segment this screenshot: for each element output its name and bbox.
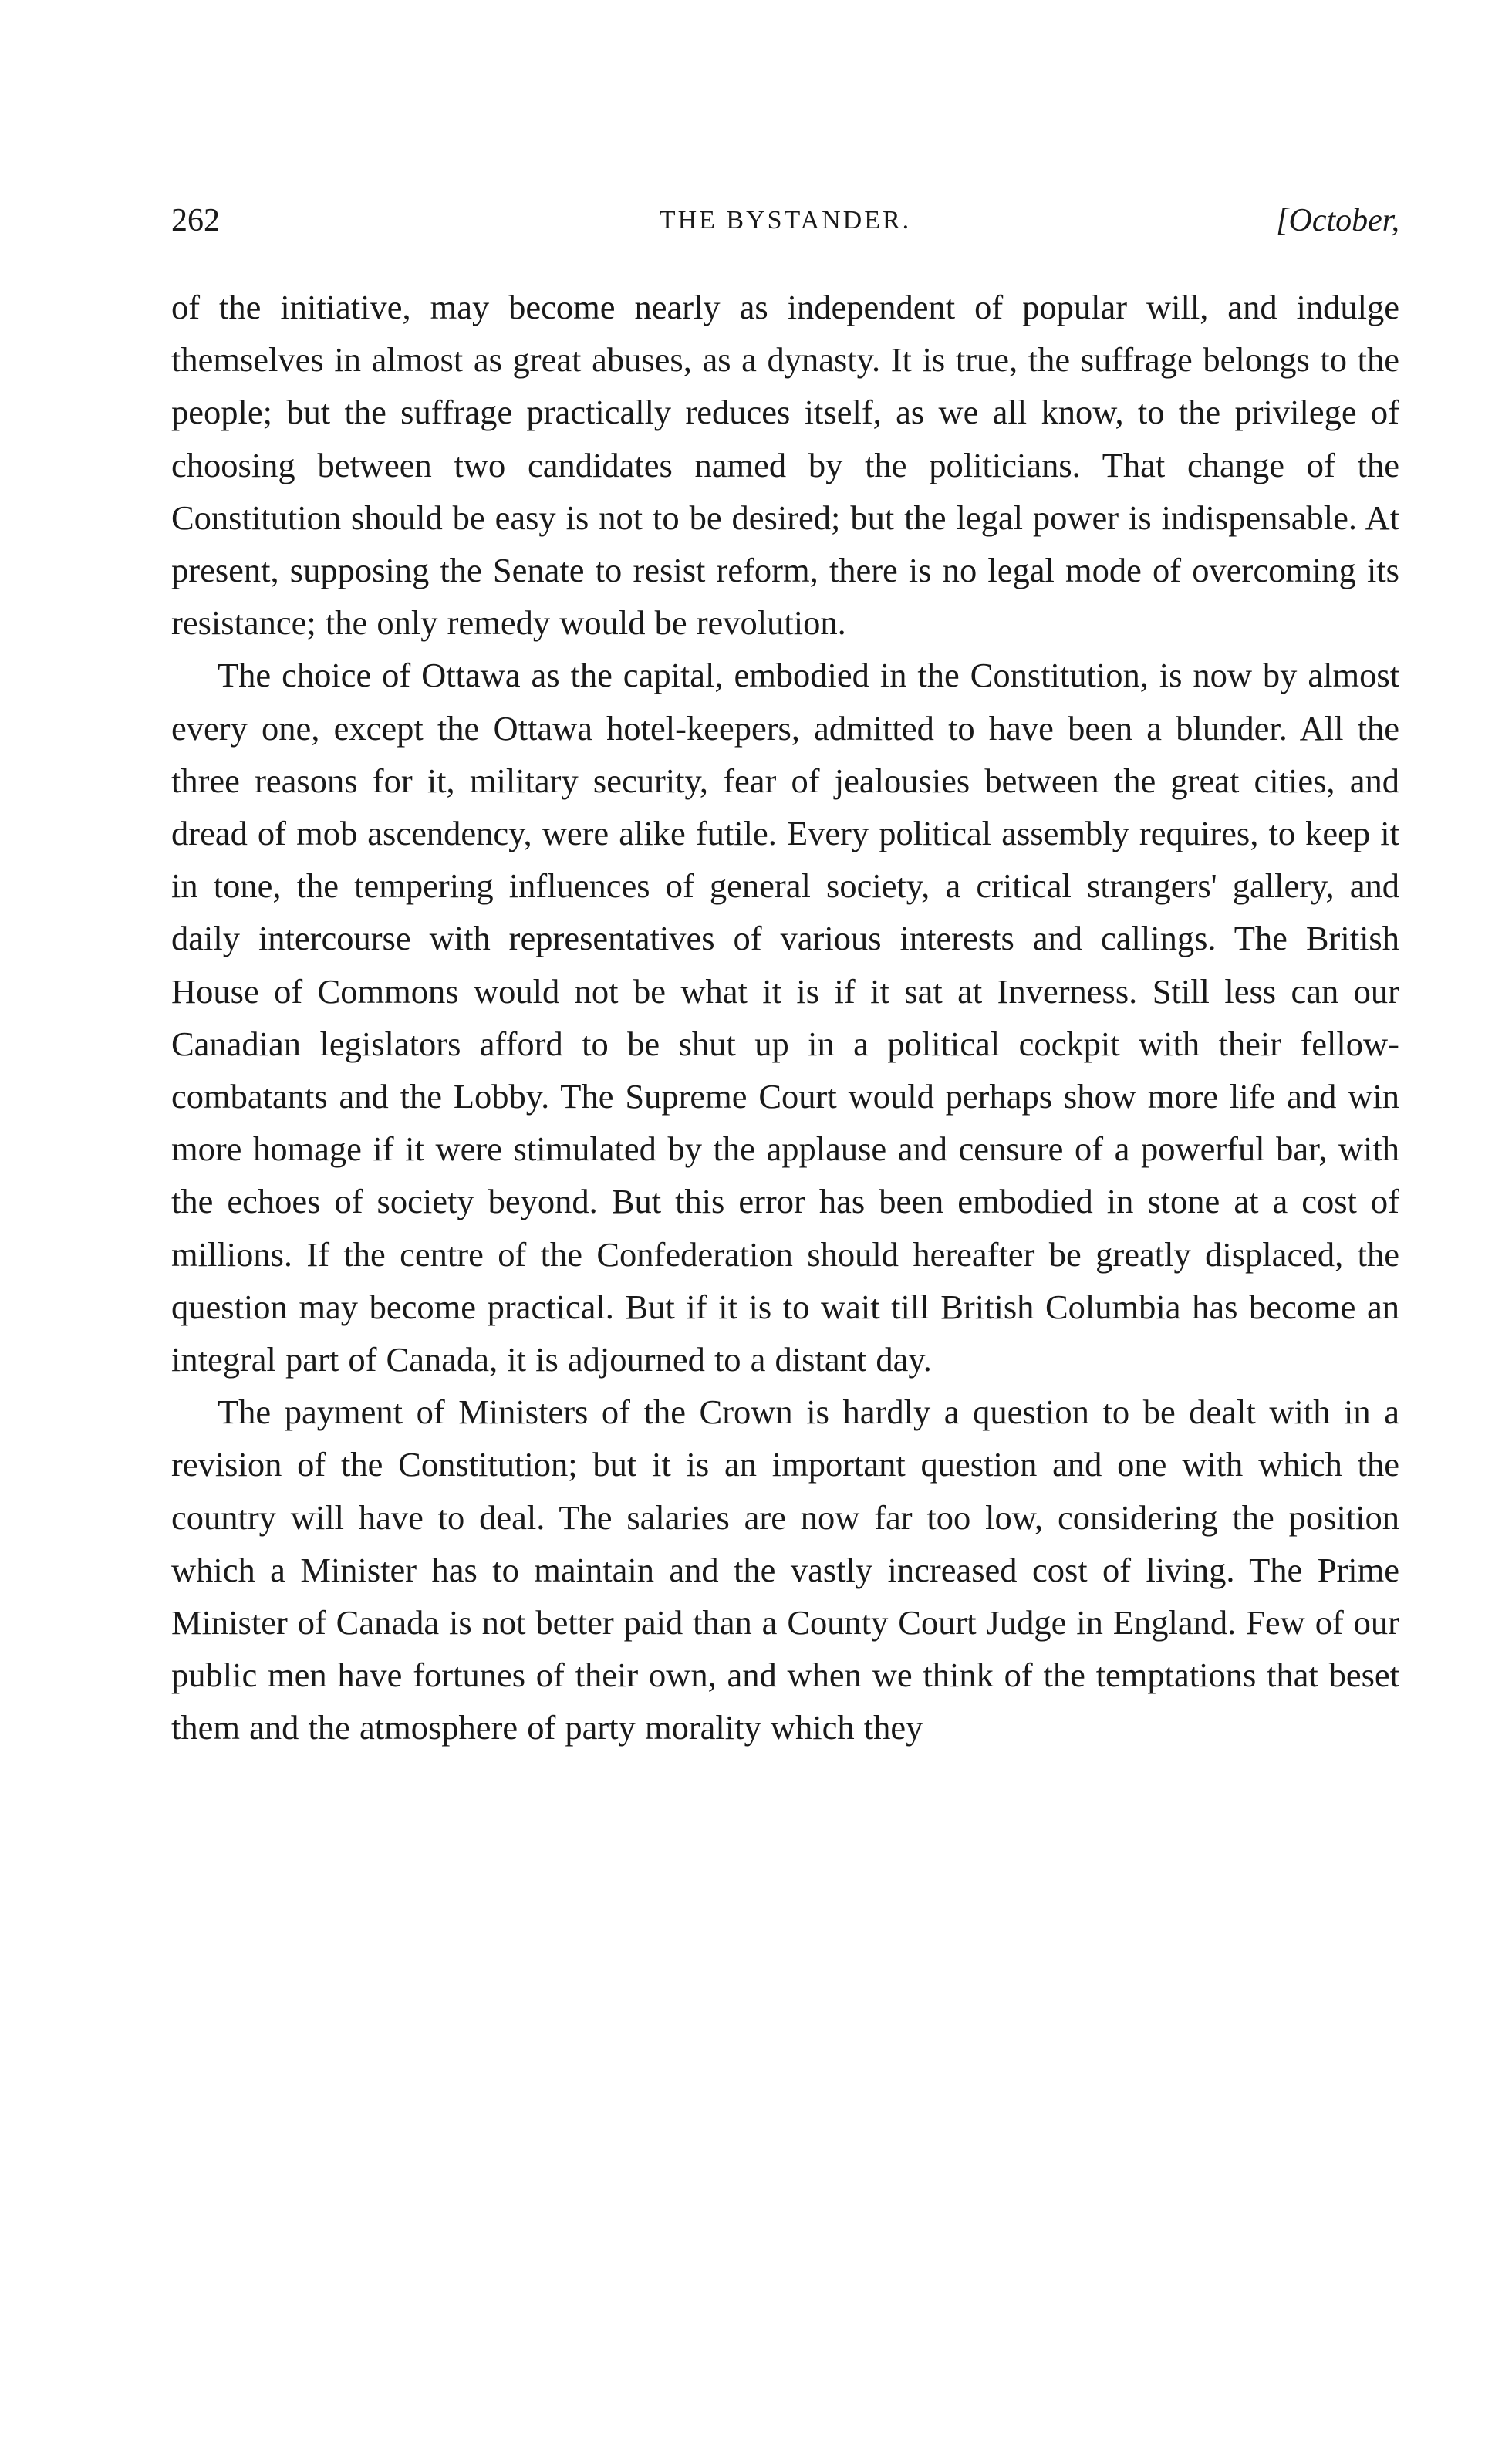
running-title: THE BYSTANDER. [659,206,912,235]
paragraph-2: The choice of Ottawa as the capital, embodied in the Constitution, is now by almost every one, except the Ottawa hotel-keepers, admitted to have been a blunder. All the three reasons for it, military security, fear of jealousies between the great cities, and dread of mob ascendency, were alike futile. Every political assembly requires, to keep it in tone, the tempering influences of general society, a critical strangers' gallery, and daily intercourse with representatives of various interests and callings. The British House of Commons would not be what it is if it sat at Inverness. Still less can our Canadian legislators afford to be shut up in a political cockpit with their fellow-combatants and the Lobby. The Supreme Court would perhaps show more life and win more homage if it were stimulated by the applause and censure of a powerful bar, with the echoes of society beyond. But this error has been embodied in stone at a cost of millions. If the centre of the Confederation should hereafter be greatly displaced, the question may become practical. But if it is to wait till British Columbia has become an integral part of Canada, it is adjourned to a distant day. [171,656,1399,1379]
page-number: 262 [171,203,220,238]
paragraph-1: of the initiative, may become nearly as independent of popular will, and indulge themselves in almost as great abuses, as a dynasty. It is true, the suffrage belongs to the people; but the suffrage practically reduces itself, as we all know, to the privilege of choosing between two candidates named by the politicians. That change of the Constitution should be easy is not to be desired; but the legal power is indispensable. At present, supposing the Senate to resist reform, there is no legal mode of overcoming its resistance; the only remedy would be revolution. [171,288,1399,643]
page-header [171,197,1399,244]
body-text [171,281,1399,1754]
paragraph-3: The payment of Ministers of the Crown is hardly a question to be dealt with in a revision of the Constitution; but it is an important question and one with which the country will have to deal. The salaries are now far too low, considering the position which a Minister has to maintain and the vastly increased cost of living. The Prime Minister of Canada is not better paid than a County Court Judge in England. Few of our public men have fortunes of their own, and when we think of the temptations that beset them and the atmosphere of party morality which they [171,1393,1399,1747]
running-month: [October, [1276,203,1399,238]
